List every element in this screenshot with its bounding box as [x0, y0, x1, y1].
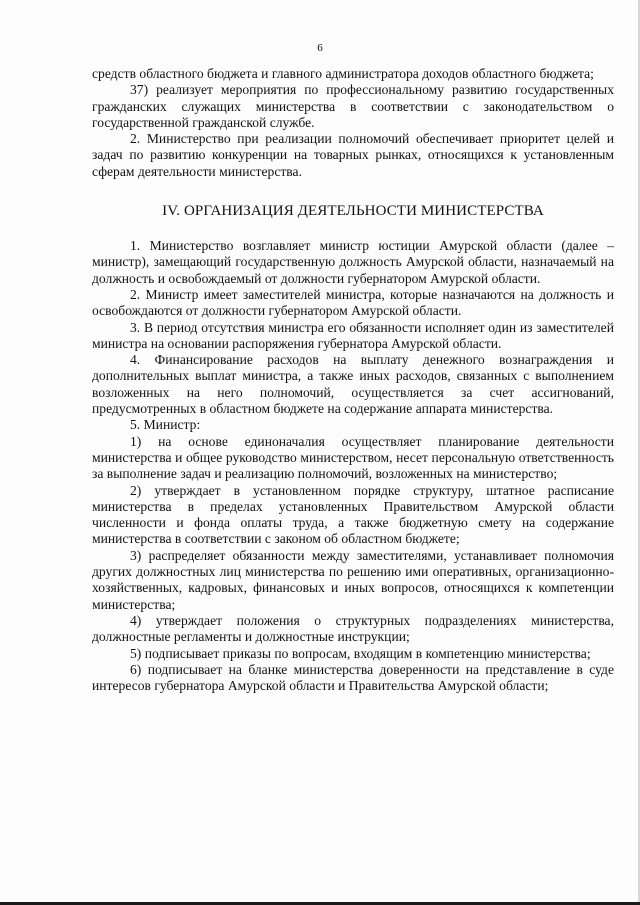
paragraph: 2. Министр имеет заместителей министра, которые назначаются на должность и освобождаются от должности губернатором Амурской области. — [92, 286, 614, 319]
section-heading: IV. ОРГАНИЗАЦИЯ ДЕЯТЕЛЬНОСТИ МИНИСТЕРСТВА — [162, 203, 544, 220]
paragraph: 4) утверждает положения о структурных подразделениях министерства, должностные регламенты и должностные инструкции; — [92, 612, 614, 645]
paragraph: 5) подписывает приказы по вопросам, входящим в компетенцию министерства; — [130, 645, 591, 661]
paragraph: 5. Министр: — [130, 417, 201, 433]
paragraph: 1. Министерство возглавляет министр юстиции Амурской области (далее – министр), замещающий государственную должность Амурской области, назначаемый на должность и освобождаемый от должности губернатором Амурской области. — [92, 238, 614, 286]
paragraph: 2) утверждает в установленном порядке структуру, штатное расписание министерства в пределах установленных Правительством Амурской области численности и фонда оплаты труда, а также бюджетную смету на содержание министерства в соответствии с законом об областном бюджете; — [92, 482, 614, 547]
page-number: 6 — [317, 42, 323, 54]
paragraph: 4. Финансирование расходов на выплату денежного вознаграждения и дополнительных выплат министра, а также иных расходов, связанных с выполнением возложенных на него полномочий, осуществляется за счет ассигнований, предусмотренных в областном бюджете на содержание аппарата министерства. — [92, 352, 614, 417]
paragraph: 3) распределяет обязанности между заместителями, устанавливает полномочия других должностных лиц министерства по решению ими оперативных, организационно-хозяйственных, кадровых, финансовых и иных вопросов, относящихся к компетенции министерства; — [92, 547, 614, 612]
paragraphs-before-heading — [92, 66, 614, 180]
document-body — [92, 66, 614, 694]
paragraph: средств областного бюджета и главного администратора доходов областного бюджета; — [92, 66, 594, 81]
paragraph: 1) на основе единоначалия осуществляет планирование деятельности министерства и общее руководство министерством, несет персональную ответственность за выполнение задач и реализацию полномочий, возложенных на министерство; — [92, 433, 614, 482]
paragraphs-after-heading — [92, 238, 614, 694]
paragraph: 2. Министерство при реализации полномочий обеспечивает приоритет целей и задач по развитию конкуренции на товарных рынках, относящихся к установленным сферам деятельности министерства. — [92, 131, 614, 179]
paragraph: 37) реализует мероприятия по профессиональному развитию государственных гражданских служащих министерства в соответствии с законодательством о государственной гражданской службе. — [92, 82, 614, 130]
paragraph: 6) подписывает на бланке министерства доверенности на представление в суде интересов губернатора Амурской области и Правительства Амурской области; — [92, 661, 614, 694]
paragraph: 3. В период отсутствия министра его обязанности исполняет один из заместителей министра на основании распоряжения губернатора Амурской области. — [92, 319, 614, 351]
